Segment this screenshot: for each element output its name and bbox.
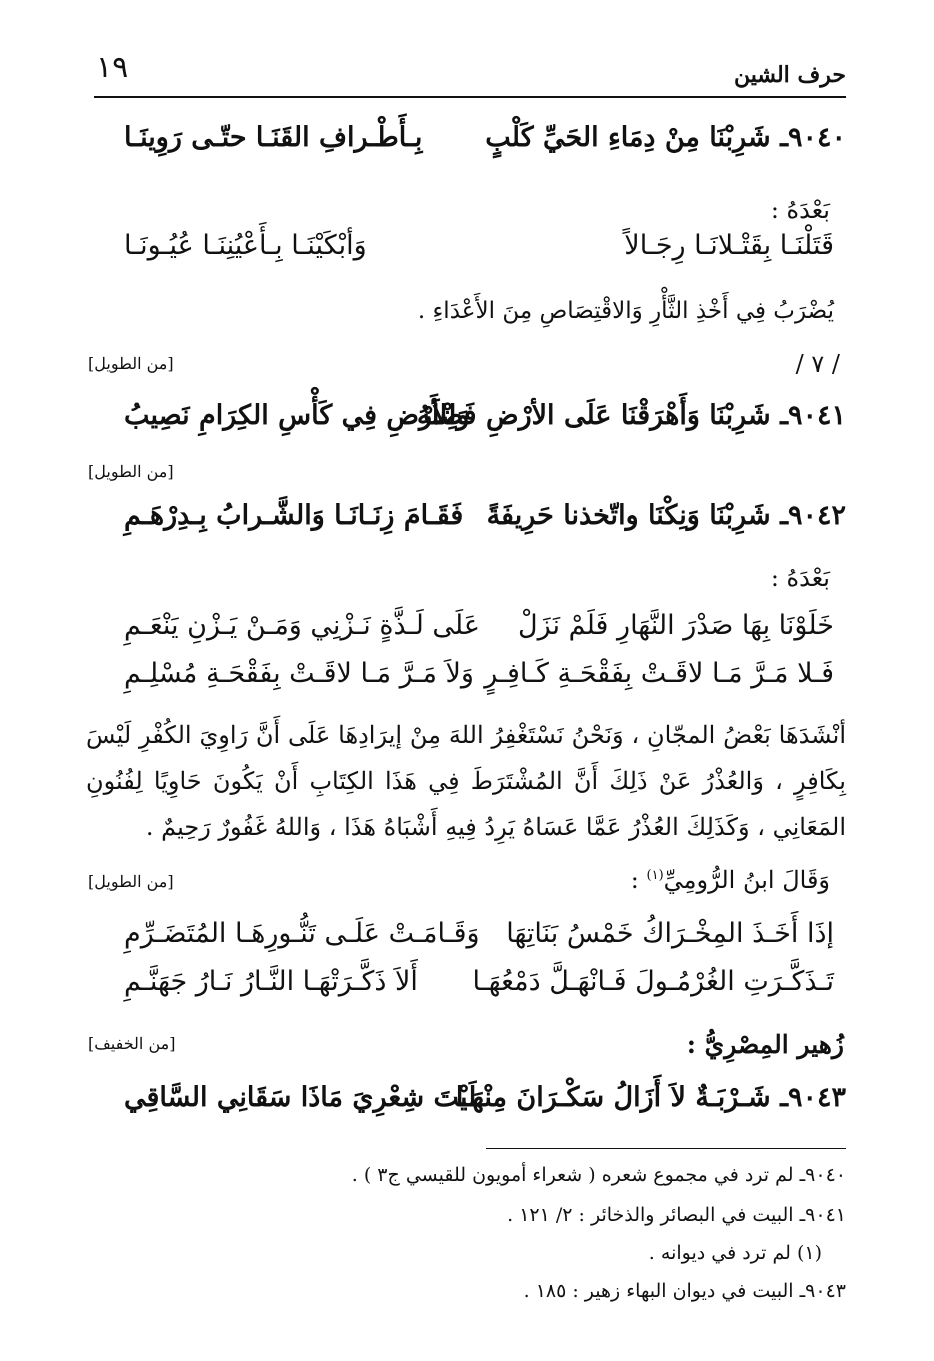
meter-label: [من الطويل] — [88, 354, 174, 373]
meter-label: [من الطويل] — [88, 462, 174, 481]
footnote-9043: ٩٠٤٣ـ البيت في ديوان البهاء زهير : ١٨٥ . — [523, 1280, 846, 1302]
poet-name: وَقَالَ ابنُ الرُّومِيِّ — [663, 866, 830, 894]
verse-ibn-rumi-1-second: وَقَـامَـتْ عَلَـى تَنُّـورِهَـا المُتَضَـرِّمِ — [124, 918, 480, 949]
verse-9040-second-hemistich: بِـأَطْـرافِ القَنَـا حتّـى رَوِينَـا — [124, 122, 423, 153]
proverb-note: يُضْرَبُ فِي أَخْذِ الثَّأْرِ وَالاقْتِصَاصِ مِنَ الأَعْدَاءِ . — [417, 298, 834, 324]
meter-label: [من الطويل] — [88, 872, 174, 891]
running-title: حرف الشين — [733, 62, 846, 88]
reference: / ٧ / — [795, 350, 840, 378]
verse-after-9042-1-second: عَلَى لَـذَّةٍ نَـزْنِي وَمَـنْ يَـزْنِ يَنْعَـمِ — [124, 610, 480, 641]
page-number: ١٩ — [96, 50, 129, 85]
footnote-9040: ٩٠٤٠ـ لم ترد في مجموع شعره ( شعراء أمويون للقيسي ج٣ ) . — [351, 1164, 846, 1186]
ibn-rumi-label — [631, 866, 830, 894]
verse-9043-second-hemistich: لَيْتَ شِعْرِيَ مَاذَا سَقَانِي السَّاقِي — [124, 1082, 477, 1113]
meter-label: [من الخفيف] — [88, 1034, 176, 1053]
commentary-paragraph: أنْشَدَهَا بَعْضُ المجّانِ ، وَنَحْنُ نَسْتَغْفِرُ اللهَ مِنْ إيرَادِهَا عَلَى أَنَّ رَاوِيَ الكُفْرِ لَيْسَ بِكَافِرٍ ، وَالعُذْرُ عَنْ ذَلِكَ أَنَّ المُشْتَرَطَ فِي هَذَا الكِتَابِ أَنْ يَكُونَ حَاوِيًا لِفُنُونِ المَعَانِي ، وَكَذَلِكَ العُذْرُ عَمَّا عَسَاهُ يَرِدُ فِيهِ أَشْبَاهُ هَذَا ، وَاللهُ غَفُورٌ رَحِيمٌ . — [86, 721, 846, 841]
verse-after-9042-1-first: خَلَوْنَا بِهَا صَدْرَ النَّهَارِ فَلَمْ نَزَلْ — [518, 610, 834, 641]
verse-after-9040-first: قَتَلْنَـا بِقَتْـلانَـا رِجَـالاً — [624, 230, 834, 261]
verse-9043-first-hemistich: ٩٠٤٣ـ شَـرْبَـةٌ لاَ أَزَالُ سَكْـرَانَ مِنْهَـا — [455, 1082, 846, 1113]
verse-9041-second-hemistich: وَلِلأَرْضِ فِي كَأْسِ الكِرَامِ نَصِيبُ — [124, 400, 470, 431]
hemistich-text: شَـرْبَـةٌ لاَ أَزَالُ سَكْـرَانَ مِنْهَـا — [455, 1082, 771, 1113]
verse-after-9042-2-second: وَلاَ مَـرَّ مَـا لاقَـتْ بِفَقْحَـةِ مُسْلِـمِ — [124, 658, 474, 689]
verse-after-9042-2-first: فَـلا مَـرَّ مَـا لاقَـتْ بِفَقْحَـةِ كَـافِـرٍ — [484, 658, 834, 689]
verse-9042-first-hemistich: ٩٠٤٢ـ شَرِبْنَا وَنِكْنَا واتّخذنا حَرِيفَةً — [486, 500, 846, 531]
verse-number: ٩٠٤١ — [787, 400, 846, 431]
header-rule — [94, 96, 846, 98]
footnote-mark: (١) — [646, 868, 664, 883]
footnote-9041: ٩٠٤١ـ البيت في البصائر والذخائر : ٢/ ١٢١ . — [507, 1204, 846, 1226]
footnote-rule — [486, 1148, 846, 1149]
verse-ibn-rumi-1-first: إذَا أَخَـذَ المِخْـرَاكُ خَمْسُ بَنَاتِهَا — [506, 918, 834, 949]
after-label: بَعْدَهُ : — [770, 564, 830, 592]
verse-after-9040-second: وَأبْكَيْنَـا بِـأَعْيُنِنَـا عُيُـونَـا — [124, 230, 367, 261]
zuhayr-label: زُهير المِصْرِيُّ : — [686, 1030, 844, 1059]
verse-9040-first-hemistich: ٩٠٤٠ـ شَرِبْنَا مِنْ دِمَاءِ الحَيِّ كَلْبٍ — [485, 122, 846, 153]
verse-number: ٩٠٤٠ — [787, 122, 846, 153]
verse-9042-second-hemistich: فَقَـامَ زِنَـانَـا وَالشَّـرابُ بِـدِرْهَـمِ — [124, 500, 464, 531]
hemistich-text: شَرِبْنَا وَأَهْرَقْنَا عَلَى الأرْضِ فَضْلَهُ — [416, 400, 771, 431]
verse-ibn-rumi-2-first: تَـذَكَّـرَتِ الغُرْمُـولَ فَـانْهَـلَّ دَمْعُهَـا — [472, 966, 834, 997]
hemistich-text: شَرِبْنَا وَنِكْنَا واتّخذنا حَرِيفَةً — [486, 500, 771, 531]
verse-ibn-rumi-2-second: أَلاَ ذَكَّـرَتْهَـا النَّـارُ نَـارُ جَهَنَّـمِ — [124, 966, 418, 997]
verse-number: ٩٠٤٣ — [787, 1082, 846, 1113]
after-label: بَعْدَهُ : — [770, 196, 830, 224]
footnote-1: (١) لم ترد في ديوانه . — [648, 1242, 822, 1264]
hemistich-text: شَرِبْنَا مِنْ دِمَاءِ الحَيِّ كَلْبٍ — [485, 122, 771, 153]
label-colon: : — [630, 866, 647, 894]
verse-9041-first-hemistich: ٩٠٤١ـ شَرِبْنَا وَأَهْرَقْنَا عَلَى الأرْضِ فَضْلَهُ — [416, 400, 846, 431]
verse-number: ٩٠٤٢ — [787, 500, 846, 531]
